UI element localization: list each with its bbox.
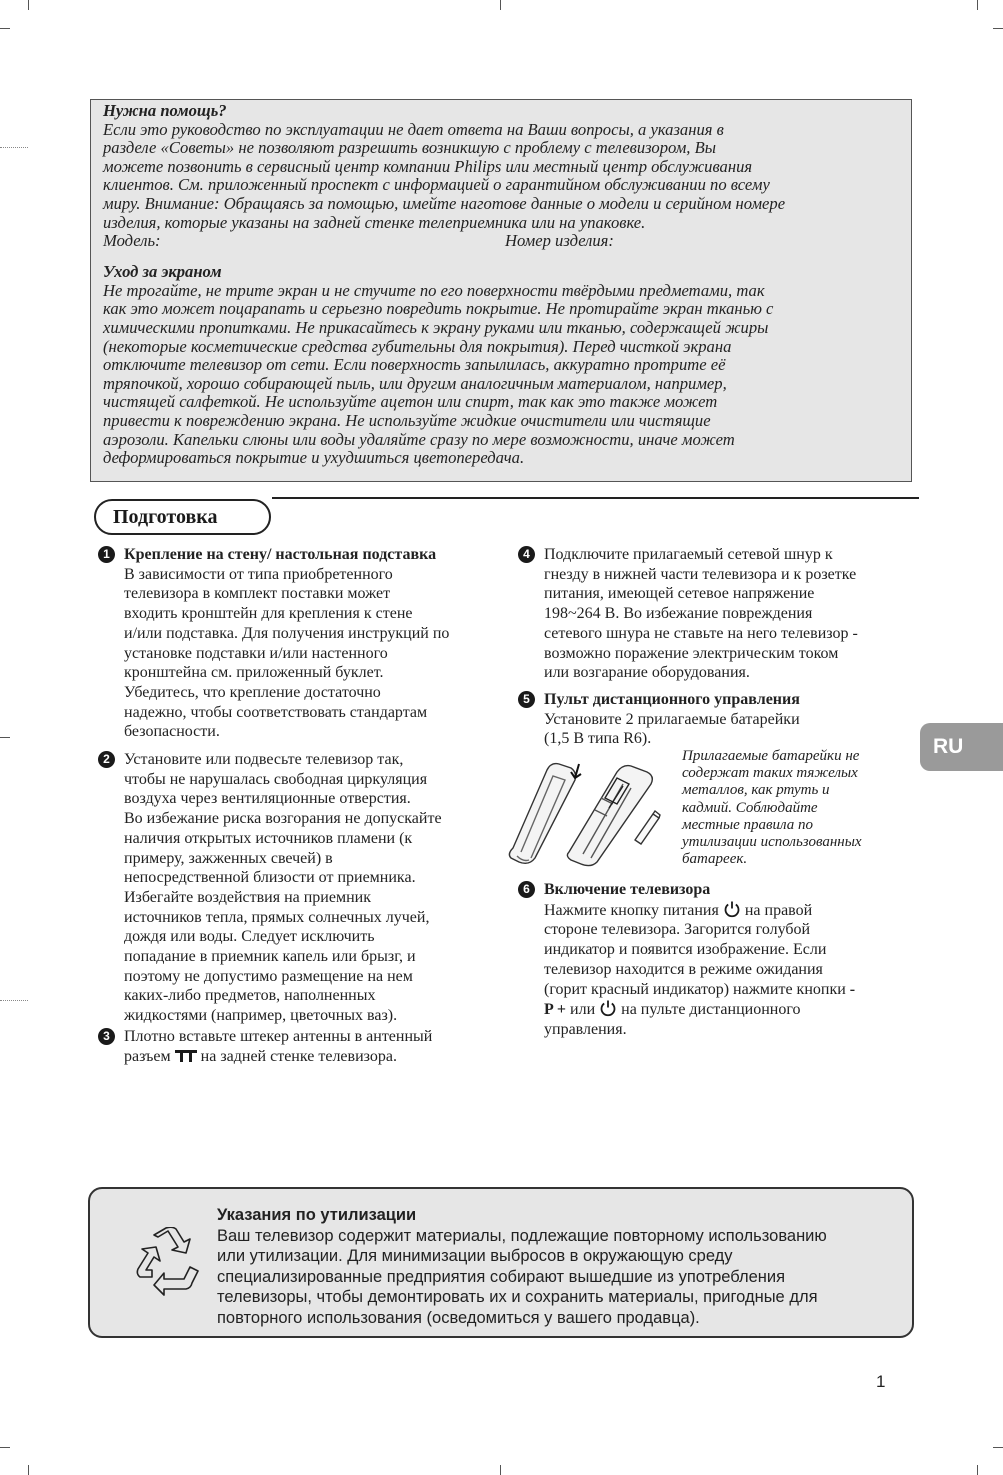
- section-title: Подготовка: [94, 499, 271, 535]
- item-line: питания, имеющей сетевое напряжение: [544, 585, 815, 603]
- crop-mark: [0, 28, 10, 29]
- item-line: установке подставки и/или настенного: [124, 644, 388, 662]
- item-number-badge: 6: [518, 881, 535, 898]
- note-line: содержат таких тяжелых: [682, 765, 858, 782]
- note-line: утилизации использованных: [682, 834, 862, 851]
- item-number-badge: 3: [98, 1028, 115, 1045]
- help-heading: Нужна помощь?: [103, 101, 227, 120]
- item-text-bold: P +: [544, 1001, 567, 1019]
- margin-dotline: [0, 1000, 28, 1001]
- item-line: жидкостями (например, цветочных ваз).: [124, 1007, 398, 1025]
- help-line: Если это руководство по эксплуатации не дает ответа на Ваши вопросы, а указания в: [103, 119, 724, 139]
- item-title: Пульт дистанционного управления: [544, 691, 800, 708]
- item-wall-mount: [103, 545, 494, 742]
- item-line: безопасности.: [124, 723, 220, 741]
- item-title: Включение телевизора: [544, 881, 711, 898]
- item-line: непосредственной близости от приемника.: [124, 869, 416, 887]
- recycle-line: специализированные предприятия собирают вышедшие из употребления: [217, 1267, 786, 1286]
- power-icon: [599, 999, 617, 1017]
- language-tab: RU: [920, 723, 1003, 771]
- item-line: надежно, чтобы соответствовать стандартам: [124, 703, 428, 721]
- recycle-text: [217, 1205, 907, 1328]
- section-rule: [272, 497, 919, 499]
- item-power-on: [523, 880, 914, 1040]
- item-line: входить кронштейн для крепления к стене: [124, 605, 413, 623]
- help-line: клиентов. См. приложенный проспект с информацией о гарантийном обслуживании по всему: [103, 175, 770, 195]
- item-line: источников тепла, прямых солнечных лучей,: [124, 908, 430, 926]
- item-line: Установите или подвесьте телевизор так,: [124, 751, 404, 768]
- crop-mark: [993, 28, 1003, 29]
- item-placement: [103, 750, 494, 1026]
- item-line: возможно поражение электрическим током: [544, 644, 839, 662]
- item-line: В зависимости от типа приобретенного: [124, 565, 393, 583]
- crop-mark: [28, 0, 29, 10]
- item-line: примеру, зажженных свечей) в: [124, 849, 333, 867]
- item-line: 198~264 В. Во избежание повреждения: [544, 605, 813, 623]
- item-line: Плотно вставьте штекер антенны в антенный: [124, 1028, 433, 1045]
- recycle-line: или утилизации. Для минимизации выбросов в окружающую среду: [217, 1247, 733, 1265]
- item-line: [544, 999, 914, 1020]
- care-line: деформироваться покрытие и ухудшиться цветопередача.: [103, 448, 525, 468]
- item-line: Во избежание риска возгорания не допускайте: [124, 810, 442, 828]
- recycle-line: повторного использования (осведомиться у вашего продавца).: [217, 1308, 700, 1327]
- item-line: (1,5 В типа R6).: [544, 730, 652, 748]
- note-line: металлов, как ртуть и: [682, 782, 830, 799]
- care-line: химическими пропитками. Не прикасайтесь к экрану руками или тканью, содержащей жиры: [103, 317, 769, 337]
- item-antenna: [103, 1027, 494, 1066]
- note-line: Прилагаемые батарейки не: [682, 748, 860, 764]
- item-line: Подключите прилагаемый сетевой шнур к: [544, 546, 833, 563]
- item-line: телевизора в комплект поставки может: [124, 585, 391, 603]
- item-line: наличия открытых источников пламени (к: [124, 829, 413, 847]
- care-line: отключите телевизор от сети. Если поверхность запылилась, аккуратно протрите её: [103, 355, 726, 375]
- item-text: на правой: [744, 901, 813, 919]
- item-number-badge: 4: [518, 546, 535, 563]
- model-label: Модель:: [103, 231, 161, 251]
- battery-note: [682, 748, 910, 868]
- recycle-heading: Указания по утилизации: [217, 1206, 417, 1224]
- crop-mark: [0, 737, 10, 738]
- item-line: чтобы не нарушалась свободная циркуляция: [124, 770, 428, 788]
- item-line: и/или подставка. Для получения инструкций по: [124, 624, 450, 642]
- care-line: Не трогайте, не трите экран и не стучите по его поверхности твёрдыми предметами, так: [103, 280, 765, 300]
- help-box: [90, 99, 912, 482]
- antenna-socket-icon: [175, 1050, 197, 1062]
- item-text: (горит красный индикатор) нажмите кнопки: [544, 980, 846, 998]
- care-heading: Уход за экраном: [103, 262, 222, 282]
- note-line: кадмий. Соблюдайте: [682, 799, 818, 816]
- recycle-box: [88, 1187, 914, 1338]
- item-number-badge: 1: [98, 546, 115, 563]
- item-line: Установите 2 прилагаемые батарейки: [544, 710, 800, 728]
- item-line: сетевого шнура не ставьте на него телевизор -: [544, 624, 858, 642]
- item-line: [544, 900, 914, 921]
- item-line: телевизор находится в режиме ожидания: [544, 960, 823, 978]
- item-line: дождя или воды. Следует исключить: [124, 928, 375, 946]
- care-line: аэрозоли. Капельки слюны или воды удаляйте сразу по мере возможности, иначе может: [103, 429, 735, 449]
- item-text: разъем: [124, 1047, 171, 1065]
- remote-control-illustration: [505, 758, 675, 868]
- item-line: поэтому не допустимо размещение на нем: [124, 967, 413, 985]
- recycle-icon: [134, 1227, 204, 1297]
- item-line: Убедитесь, что крепление достаточно: [124, 683, 381, 701]
- care-line: (некоторые косметические средства губительны для покрытия). Перед чисткой экрана: [103, 336, 732, 356]
- help-line: разделе «Советы» не позволяют разрешить возникшую с проблему с телевизором, Вы: [103, 138, 716, 158]
- item-title: Крепление на стену/ настольная подставка: [124, 546, 437, 563]
- crop-mark: [500, 1465, 501, 1475]
- item-line: каких-либо предметов, наполненных: [124, 987, 376, 1005]
- item-line: управления.: [544, 1020, 627, 1038]
- model-serial-row: [103, 232, 899, 251]
- item-number-badge: 2: [98, 751, 115, 768]
- item-line: воздуха через вентиляционные отверстия.: [124, 790, 411, 808]
- recycle-line: Ваш телевизор содержит материалы, подлежащие повторному использованию: [217, 1226, 827, 1245]
- item-text: на пульте дистанционного: [621, 1001, 801, 1019]
- crop-mark: [0, 1447, 10, 1448]
- care-line: привести к повреждению экрана. Не используйте жидкие очистители или чистящие: [103, 410, 711, 430]
- help-line: можете позвонить в сервисный центр компании Philips или местный центр обслуживания: [103, 156, 753, 176]
- note-line: местные правила по: [682, 816, 814, 833]
- note-line: батареек.: [682, 851, 748, 868]
- item-line: стороне телевизора. Загорится голубой: [544, 921, 811, 939]
- item-text: или: [570, 1001, 596, 1019]
- crop-mark: [977, 1465, 978, 1475]
- item-line: кронштейна см. приложенный буклет.: [124, 664, 384, 682]
- item-power-cord: [523, 545, 914, 683]
- item-line: или возгарание оборудования.: [544, 664, 750, 682]
- item-line: индикатор и появится изображение. Если: [544, 941, 827, 959]
- page-number: 1: [876, 1372, 886, 1391]
- item-text-bold: -: [849, 980, 856, 998]
- item-text: на задней стенке телевизора.: [200, 1047, 397, 1065]
- care-line: как это может поцарапать и серьезно повредить покрытие. Не протирайте экран тканью с: [103, 299, 774, 319]
- help-line: миру. Внимание: Обращаясь за помощью, имейте наготове данные о модели и серийном номере: [103, 193, 786, 213]
- serial-label: Номер изделия:: [505, 231, 614, 251]
- care-line: тряпочкой, хорошо собирающей пыль, или другим аналогичным материалом, например,: [103, 373, 727, 393]
- margin-dotline: [0, 147, 28, 148]
- item-line: Избегайте воздействия на приемник: [124, 888, 371, 906]
- crop-mark: [28, 1465, 29, 1475]
- crop-mark: [500, 0, 501, 10]
- crop-mark: [993, 1447, 1003, 1448]
- item-line: [544, 980, 914, 1000]
- power-icon: [723, 900, 741, 918]
- item-line: [124, 1047, 494, 1067]
- screen-care-block: [103, 263, 899, 468]
- item-line: попадание в приемник капель или брызг, и: [124, 948, 416, 966]
- item-line: гнезду в нижней части телевизора и к розетке: [544, 565, 857, 583]
- item-remote-control: [523, 690, 914, 749]
- help-line: изделия, которые указаны на задней стенке телеприемника или на упаковке.: [103, 212, 646, 232]
- crop-mark: [977, 0, 978, 10]
- care-line: чистящей салфеткой. Не используйте ацетон или спирт, так как это также может: [103, 392, 718, 412]
- item-text: Нажмите кнопку питания: [544, 901, 719, 919]
- item-number-badge: 5: [518, 691, 535, 708]
- recycle-line: телевизоры, чтобы демонтировать их и сохранить материалы, пригодные для: [217, 1288, 818, 1306]
